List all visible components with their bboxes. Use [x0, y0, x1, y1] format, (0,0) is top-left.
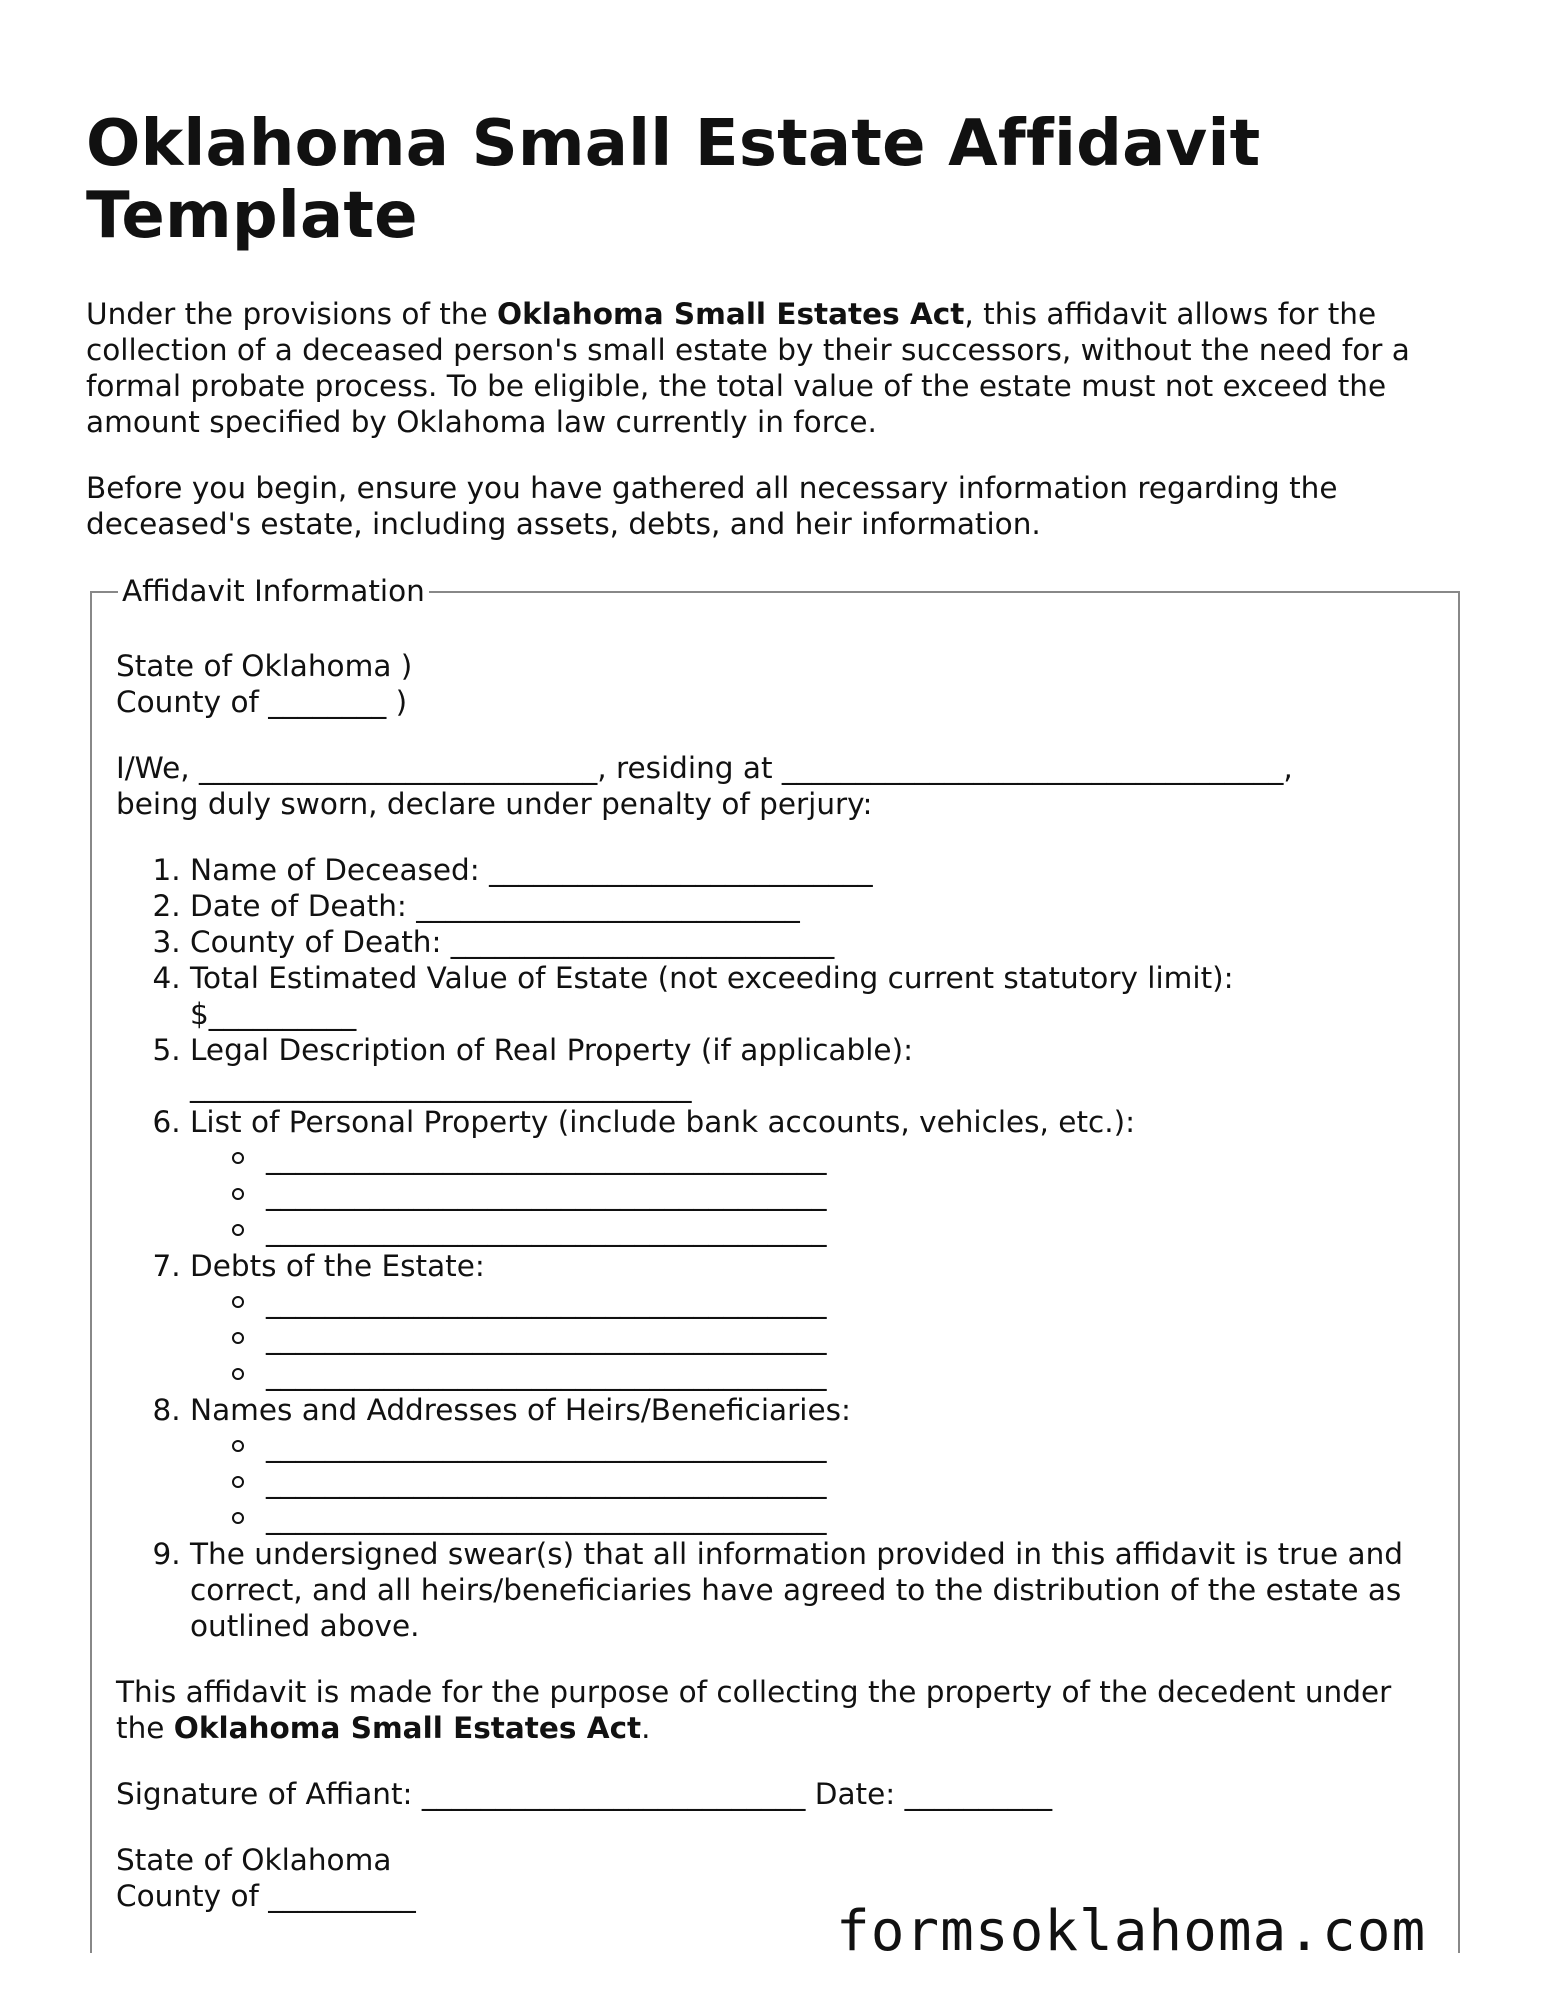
item-text: Debts of the Estate:: [190, 1249, 485, 1283]
fieldset-legend: Affidavit Information: [118, 573, 429, 609]
purpose-text: This affidavit is made for the purpose of collecting the property of the decedent under the: [116, 1675, 1392, 1745]
signature-line: Signature of Affiant: __________________________ Date: __________: [116, 1777, 1053, 1811]
blank-line: ______________________________________: [230, 1464, 1446, 1500]
blank-line: ______________________________________: [230, 1500, 1446, 1536]
list-item: [190, 1392, 1446, 1536]
act-name: Oklahoma Small Estates Act: [497, 297, 965, 331]
blank-line: ______________________________________: [230, 1212, 1446, 1248]
debts-blanks: [190, 1284, 1446, 1392]
intro-text-cont: , this affidavit allows for the collection of a deceased person's small estate by their successors, without the need for a formal probate process. To be eligible, the total value of the estate must not exceed the amount specified by Oklahoma law currently in force.: [86, 297, 1410, 439]
item-text: Date of Death: __________________________: [190, 889, 800, 923]
purpose-period: .: [641, 1711, 651, 1745]
list-item: [190, 960, 1446, 1032]
affidavit-items: [116, 852, 1446, 1644]
list-item: [190, 1032, 1446, 1104]
item-text: Legal Description of Real Property (if applicable):: [190, 1033, 914, 1067]
intro-text: Under the provisions of the: [86, 297, 498, 331]
list-item: [190, 1536, 1446, 1644]
blank-line: ______________________________________: [230, 1140, 1446, 1176]
item-blank: __________________________________: [190, 1069, 692, 1103]
county-line-2: County of __________: [116, 1879, 416, 1913]
document-page: [86, 108, 1476, 542]
list-item: [190, 888, 1446, 924]
blank-line: ______________________________________: [230, 1176, 1446, 1212]
blank-line: ______________________________________: [230, 1320, 1446, 1356]
state-line-2: State of Oklahoma: [116, 1843, 392, 1877]
watermark: formsoklahoma.com: [836, 1899, 1427, 1964]
act-name: Oklahoma Small Estates Act: [173, 1711, 642, 1745]
list-item: [190, 1104, 1446, 1248]
heirs-blanks: [190, 1428, 1446, 1536]
blank-line: ______________________________________: [230, 1428, 1446, 1464]
affidavit-body: [116, 648, 1446, 1914]
instructions-paragraph: Before you begin, ensure you have gathered all necessary information regarding the deceased's estate, including assets, debts, and heir information.: [86, 471, 1338, 541]
list-item: [190, 1248, 1446, 1392]
blank-line: ______________________________________: [230, 1284, 1446, 1320]
page-title: Oklahoma Small Estate Affidavit Template: [86, 107, 1261, 253]
blank-line: ______________________________________: [230, 1356, 1446, 1392]
county-line: County of ________ ): [116, 685, 408, 719]
item-text: Names and Addresses of Heirs/Beneficiaries:: [190, 1393, 851, 1427]
sworn-line: being duly sworn, declare under penalty of perjury:: [116, 787, 873, 821]
item-text: County of Death: __________________________: [190, 925, 835, 959]
affiant-line: I/We, ___________________________, residing at __________________________________,: [116, 751, 1293, 785]
item-text: List of Personal Property (include bank accounts, vehicles, etc.):: [190, 1105, 1136, 1139]
state-line: State of Oklahoma ): [116, 649, 413, 683]
item-text: Name of Deceased: __________________________: [190, 853, 873, 887]
purpose-paragraph: [116, 1674, 1446, 1746]
item-text: Total Estimated Value of Estate (not exceeding current statutory limit):: [190, 961, 1234, 995]
list-item: [190, 924, 1446, 960]
intro-paragraph: [86, 296, 1476, 440]
item-text: The undersigned swear(s) that all information provided in this affidavit is true and correct, and all heirs/beneficiaries have agreed to the distribution of the estate as outlined above.: [190, 1537, 1403, 1643]
item-blank: $__________: [190, 997, 357, 1031]
personal-property-blanks: [190, 1140, 1446, 1248]
list-item: [190, 852, 1446, 888]
